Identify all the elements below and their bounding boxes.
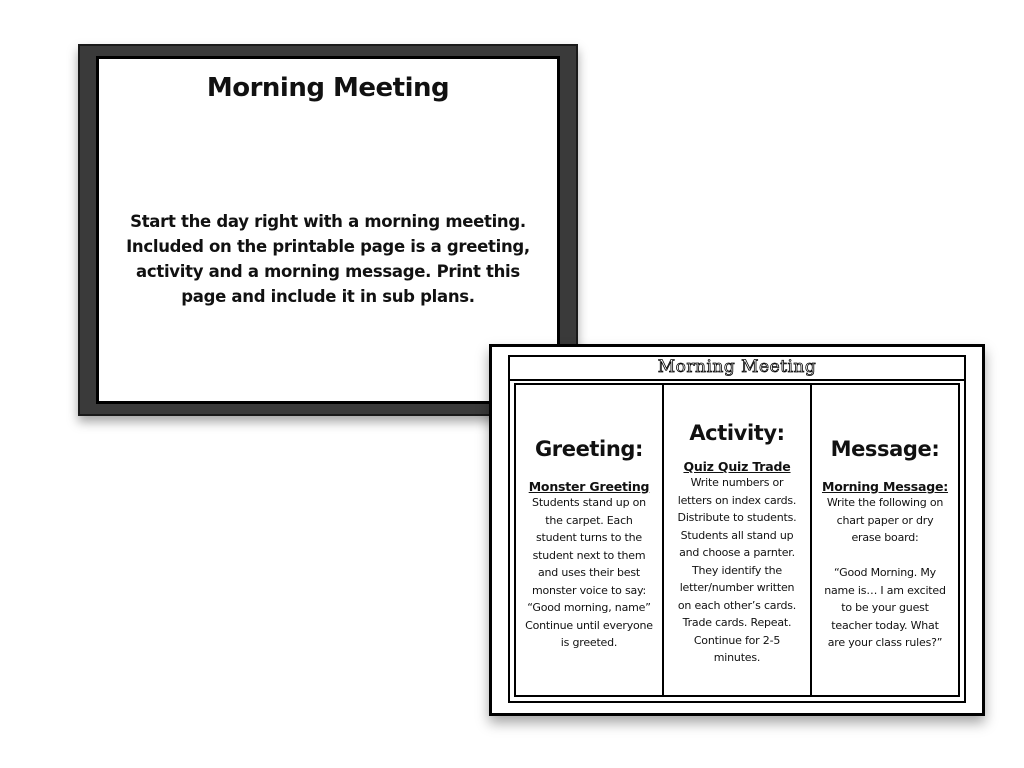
message-body: Write the following on chart paper or dry erase board: “Good Morning. My name is… I am excited to be your guest teacher today. What are your class rules?” [824, 496, 946, 649]
activity-subheading: Quiz Quiz Trade [683, 459, 791, 474]
activity-heading: Activity: [689, 421, 785, 445]
title-card-description: Start the day right with a morning meeting. Included on the printable page is a greeting, activity and a morning message. Print this page and include it in sub plans. [126, 212, 530, 306]
columns [514, 383, 960, 697]
message-heading: Message: [830, 437, 940, 461]
title-card-heading: Morning Meeting [206, 73, 450, 103]
activity-column [662, 385, 810, 695]
printable-page-title: Morning Meeting [510, 357, 964, 381]
greeting-column [516, 385, 662, 695]
printable-page-frame [508, 355, 966, 703]
greeting-heading: Greeting: [534, 437, 644, 461]
message-column [810, 385, 958, 695]
greeting-body: Students stand up on the carpet. Each student turns to the student next to them and uses their best monster voice to say: “Good morning, name” Continue until everyone is greeted. [525, 496, 653, 649]
greeting-subheading: Monster Greeting [528, 479, 650, 494]
message-subheading: Morning Message: [821, 479, 949, 494]
activity-body: Write numbers or letters on index cards. Distribute to students. Students all stand up and choose a parnter. They identify the letter/number written on each other’s cards. Trade cards. Repeat. Continue for 2-5 minutes. [677, 476, 797, 664]
printable-page-card [489, 344, 985, 716]
